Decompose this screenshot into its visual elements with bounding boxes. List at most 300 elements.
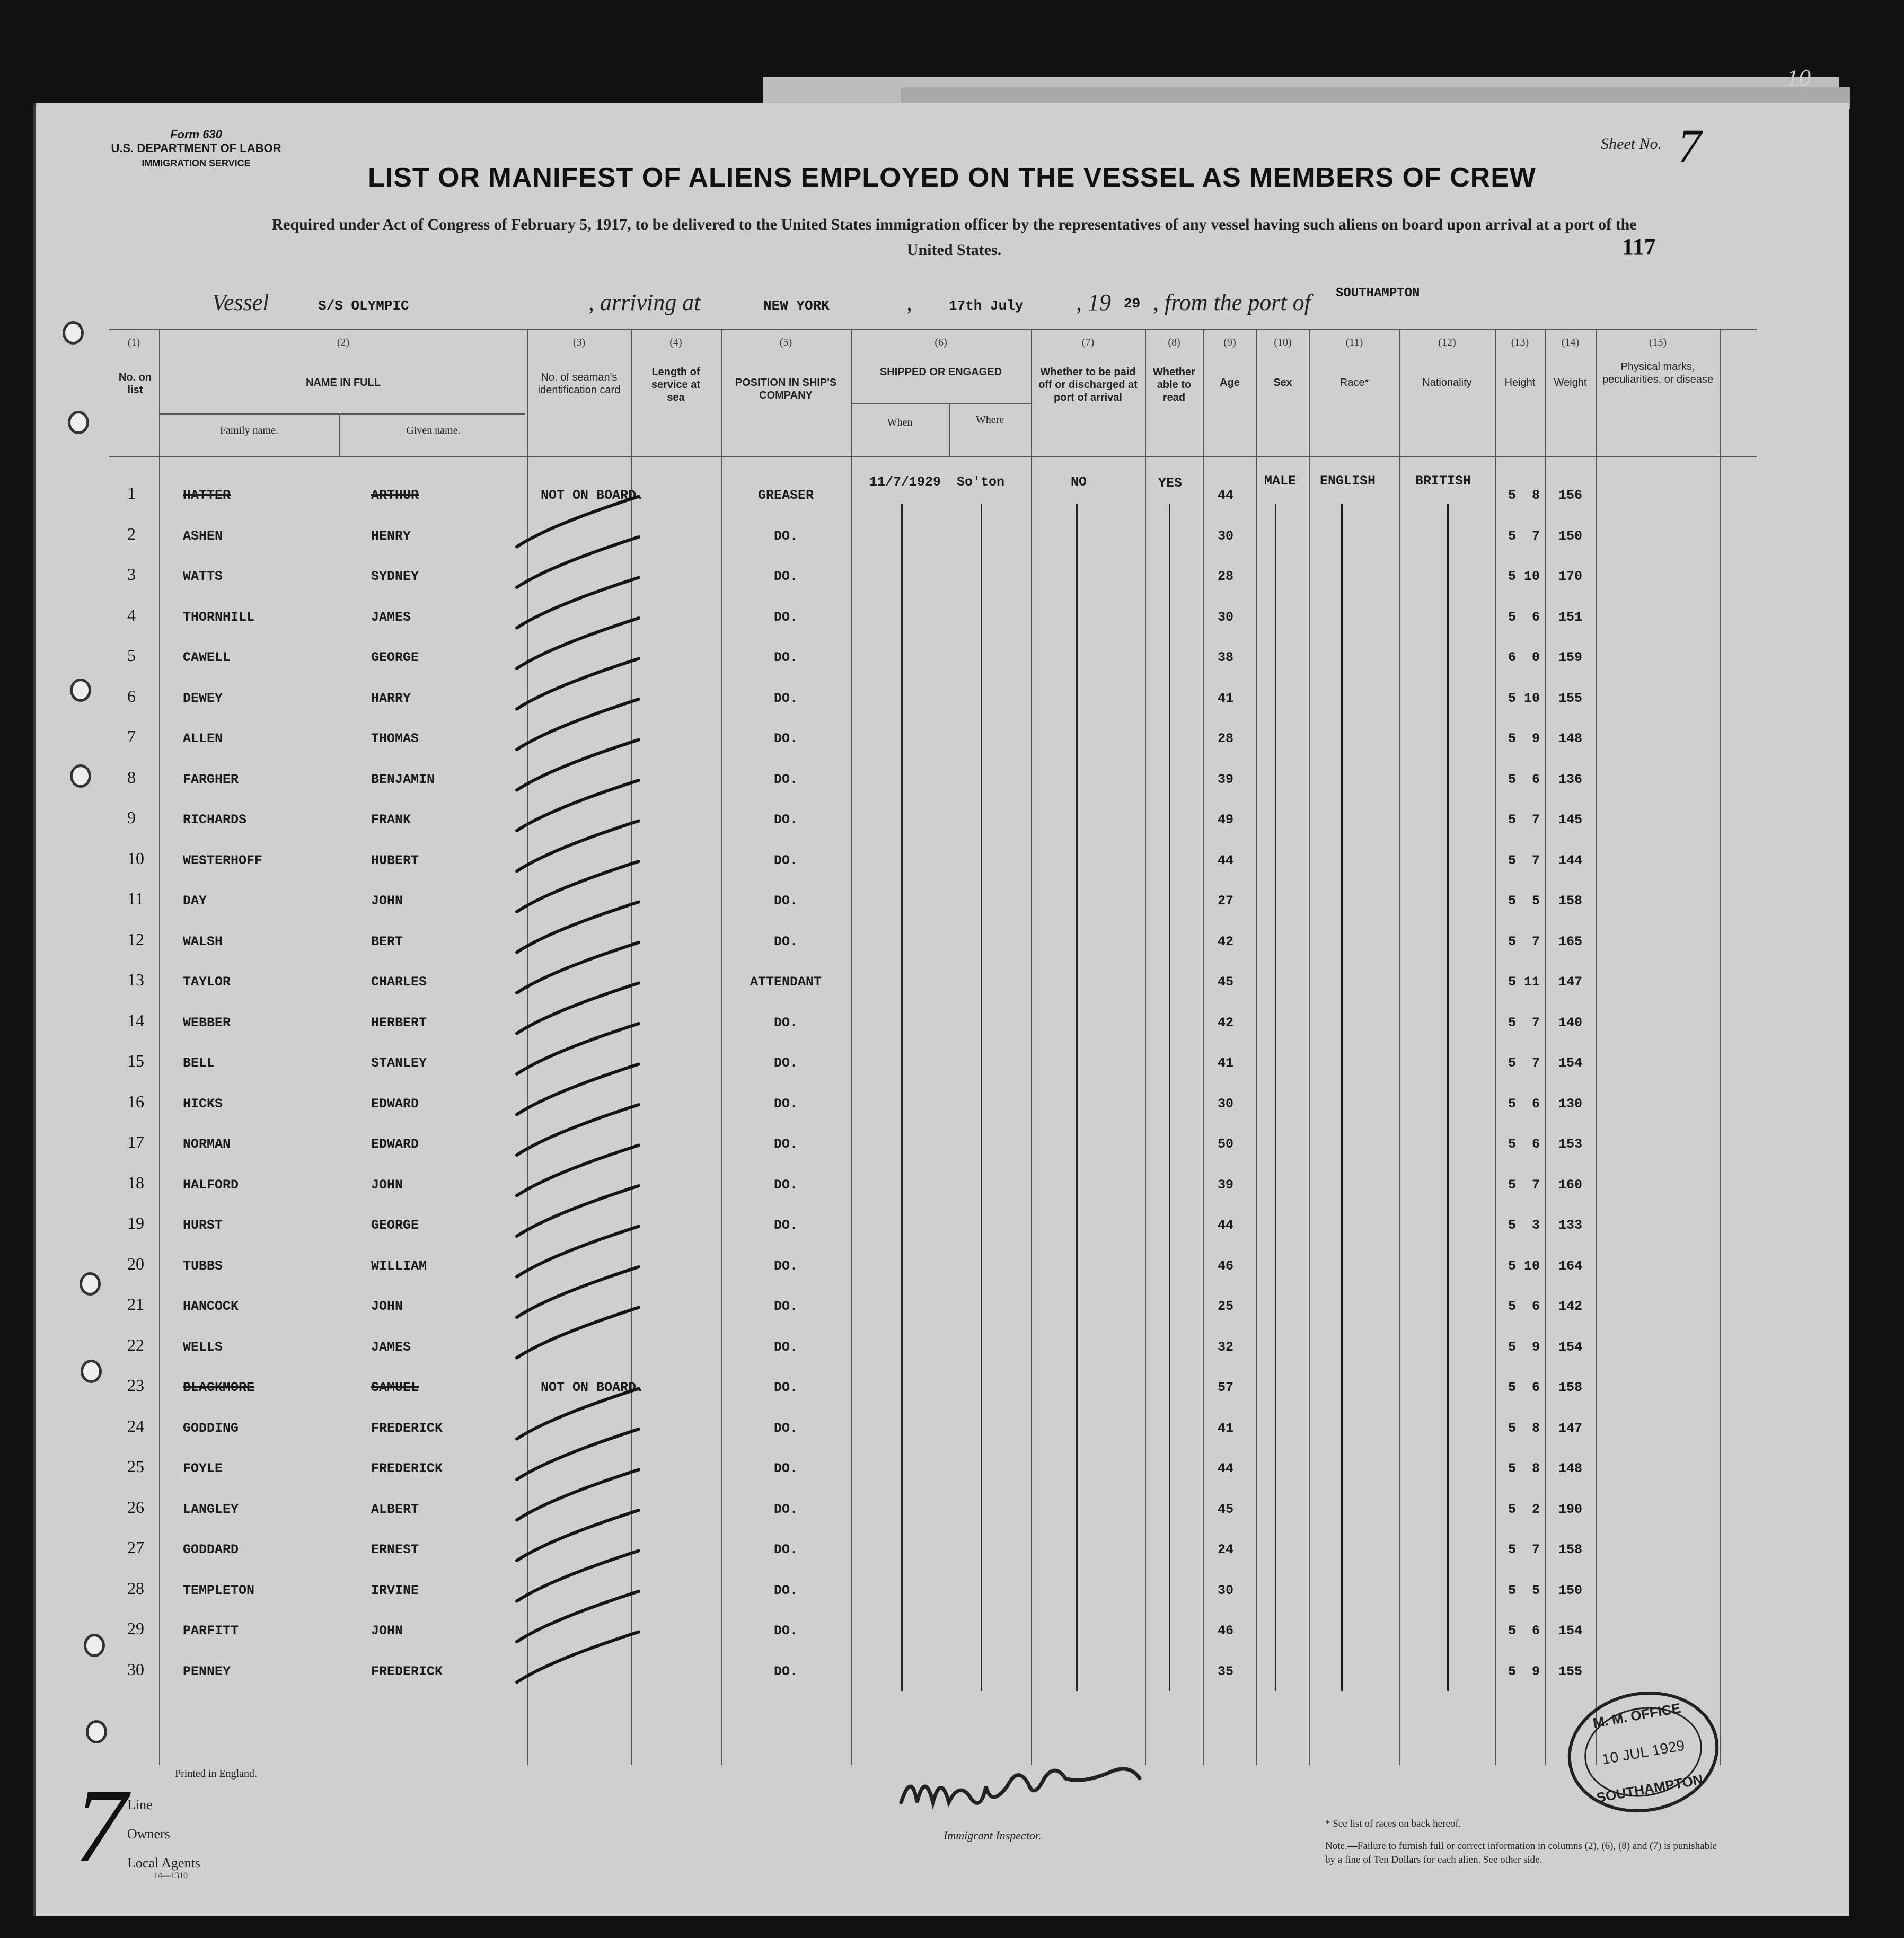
- age: 41: [1218, 690, 1234, 706]
- first-row-nationality: BRITISH: [1415, 473, 1471, 489]
- race-note: * See list of races on back hereof.: [1325, 1818, 1461, 1829]
- row-number: 21: [127, 1294, 144, 1314]
- col-num-3: (3): [572, 337, 586, 348]
- given-name: HERBERT: [371, 1015, 427, 1030]
- col-head-nationality: Nationality: [1422, 377, 1472, 389]
- col-num-13: (13): [1511, 337, 1529, 348]
- position: DO.: [773, 1461, 798, 1476]
- family-name: PARFITT: [183, 1623, 239, 1639]
- age: 44: [1218, 488, 1234, 503]
- punch-hole-icon: [84, 1634, 105, 1657]
- row-number: 25: [127, 1457, 144, 1476]
- col-num-6: (6): [935, 337, 947, 348]
- family-name: CAWELL: [183, 650, 231, 665]
- position: DO.: [773, 1137, 798, 1152]
- weight: 155: [1558, 690, 1583, 706]
- given-name: EDWARD: [371, 1096, 419, 1112]
- given-name: JOHN: [371, 1623, 403, 1639]
- family-name: GODDING: [183, 1420, 239, 1436]
- height: 5 6: [1508, 1299, 1540, 1314]
- age: 57: [1218, 1380, 1234, 1395]
- height: 5 10: [1508, 569, 1540, 584]
- family-name: LANGLEY: [183, 1501, 239, 1517]
- vessel-name: S/S OLYMPIC: [318, 298, 409, 314]
- position: DO.: [773, 1420, 798, 1436]
- age: 30: [1218, 528, 1234, 544]
- weight: 164: [1558, 1258, 1583, 1274]
- position: DO.: [773, 1055, 798, 1071]
- col-num-2: (2): [337, 337, 350, 348]
- age: 38: [1218, 650, 1234, 665]
- height: 5 3: [1508, 1218, 1540, 1233]
- height: 5 7: [1508, 852, 1540, 868]
- punch-hole-icon: [63, 321, 84, 345]
- age: 35: [1218, 1663, 1234, 1679]
- age: 32: [1218, 1339, 1234, 1355]
- punch-hole-icon: [70, 679, 91, 702]
- weight: 145: [1558, 812, 1583, 827]
- age: 44: [1218, 1461, 1234, 1476]
- given-name: JOHN: [371, 1177, 403, 1193]
- position: DO.: [773, 731, 798, 746]
- col-head-race: Race*: [1339, 377, 1369, 389]
- height: 5 11: [1508, 974, 1540, 990]
- col-num-5: (5): [779, 337, 792, 348]
- margin-mark: 7: [74, 1767, 127, 1884]
- col-num-7: (7): [1081, 337, 1095, 348]
- family-name: ALLEN: [183, 731, 223, 746]
- ditto-line: [1169, 504, 1170, 1691]
- ditto-line: [901, 504, 903, 1691]
- position: DO.: [773, 1339, 798, 1355]
- height: 5 7: [1508, 812, 1540, 827]
- family-name: TUBBS: [183, 1258, 223, 1274]
- height: 5 10: [1508, 690, 1540, 706]
- position: ATTENDANT: [750, 974, 822, 990]
- col-head-when: When: [887, 417, 913, 428]
- family-name: HALFORD: [183, 1177, 239, 1193]
- page-subtitle: Required under Act of Congress of February 5, 1917, to be delivered to the United States immigration officer by the representatives of any vessel having such aliens on board upon arrival at a port of the United States.: [271, 216, 1637, 259]
- height: 5 9: [1508, 1339, 1540, 1355]
- col-head-service: Length of service at sea: [651, 366, 701, 403]
- family-name: PENNEY: [183, 1663, 231, 1679]
- arriving-label: , arriving at: [588, 289, 701, 315]
- row-number: 7: [127, 727, 136, 746]
- age: 50: [1218, 1137, 1234, 1152]
- given-name: CHARLES: [371, 974, 427, 990]
- punch-hole-icon: [70, 764, 91, 788]
- given-name: JAMES: [371, 1339, 411, 1355]
- position: DO.: [773, 569, 798, 584]
- height: 5 5: [1508, 1582, 1540, 1598]
- col-head-where: Where: [975, 414, 1004, 426]
- form-number: Form 630: [170, 128, 222, 141]
- family-name: WELLS: [183, 1339, 223, 1355]
- from-port: SOUTHAMPTON: [1336, 286, 1420, 301]
- position: DO.: [773, 1623, 798, 1639]
- row-number: 23: [127, 1376, 144, 1395]
- row-number: 5: [127, 646, 136, 665]
- height: 5 6: [1508, 609, 1540, 625]
- weight: 159: [1558, 650, 1583, 665]
- given-name: HENRY: [371, 528, 411, 544]
- given-name: JOHN: [371, 893, 403, 909]
- position: DO.: [773, 1015, 798, 1030]
- family-name: TEMPLETON: [183, 1582, 255, 1598]
- weight: 165: [1558, 933, 1583, 949]
- ditto-line: [1341, 504, 1343, 1691]
- row-number: 16: [127, 1091, 144, 1111]
- family-name: RICHARDS: [183, 812, 247, 827]
- height: 5 7: [1508, 1015, 1540, 1030]
- punch-hole-icon: [81, 1360, 102, 1383]
- weight: 170: [1558, 569, 1583, 584]
- punch-hole-icon: [68, 411, 89, 434]
- col-num-4: (4): [669, 337, 682, 348]
- family-name: WEBBER: [183, 1015, 231, 1030]
- ditto-line: [1076, 504, 1078, 1691]
- col-head-paid: Whether to be paid off or discharged at port of arrival: [1038, 366, 1138, 403]
- height: 5 9: [1508, 1663, 1540, 1679]
- col-num-10: (10): [1274, 337, 1292, 348]
- age: 30: [1218, 1582, 1234, 1598]
- age: 44: [1218, 852, 1234, 868]
- row-number: 19: [127, 1213, 144, 1232]
- weight: 160: [1558, 1177, 1583, 1193]
- weight: 156: [1558, 488, 1583, 503]
- line-label: Line: [127, 1797, 153, 1812]
- ditto-line: [1275, 504, 1276, 1691]
- position: DO.: [773, 812, 798, 827]
- height: 5 8: [1508, 1420, 1540, 1436]
- page-title: LIST OR MANIFEST OF ALIENS EMPLOYED ON THE VESSEL AS MEMBERS OF CREW: [368, 162, 1536, 193]
- form-department: U.S. DEPARTMENT OF LABOR: [111, 142, 281, 155]
- col-head-family: Family name.: [220, 425, 278, 436]
- age: 30: [1218, 609, 1234, 625]
- row-number: 11: [127, 889, 144, 908]
- family-name: GODDARD: [183, 1542, 239, 1557]
- owners-label: Owners: [127, 1826, 170, 1842]
- first-row-read: YES: [1158, 475, 1183, 491]
- position: DO.: [773, 1663, 798, 1679]
- stamp-bottom-text: SOUTHAMPTON: [1595, 1771, 1704, 1806]
- family-name: WATTS: [183, 569, 223, 584]
- arrival-year: 29: [1124, 296, 1141, 312]
- weight: 130: [1558, 1096, 1583, 1112]
- inspector-signature: [891, 1760, 1166, 1829]
- col-head-card: No. of seaman's identification card: [537, 372, 621, 396]
- given-name: ARTHUR: [371, 488, 419, 503]
- office-stamp: [1554, 1673, 1733, 1831]
- penalty-note: Note.—Failure to furnish full or correct information in columns (2), (6), (8) and (7) is punishable by a fine of Ten Dollars for each alien. See other side.: [1325, 1840, 1717, 1865]
- height: 5 6: [1508, 1096, 1540, 1112]
- form-service: IMMIGRATION SERVICE: [142, 158, 251, 169]
- col-num-12: (12): [1438, 337, 1456, 348]
- vessel-label: Vessel: [212, 289, 269, 315]
- row-number: 15: [127, 1051, 144, 1070]
- printed-note: Printed in England.: [175, 1768, 257, 1780]
- punch-hole-icon: [86, 1720, 107, 1743]
- given-name: THOMAS: [371, 731, 419, 746]
- family-name: WESTERHOFF: [183, 852, 263, 868]
- card-number: NOT ON BOARD.: [541, 1380, 645, 1395]
- height: 5 8: [1508, 1461, 1540, 1476]
- age: 45: [1218, 1501, 1234, 1517]
- row-number: 28: [127, 1578, 144, 1598]
- row-number: 4: [127, 605, 136, 624]
- position: DO.: [773, 933, 798, 949]
- page-number: 117: [1622, 234, 1656, 260]
- ditto-line: [981, 504, 982, 1691]
- position: GREASER: [757, 488, 814, 503]
- age: 42: [1218, 1015, 1234, 1030]
- family-name: DAY: [183, 893, 207, 909]
- height: 5 2: [1508, 1501, 1540, 1517]
- weight: 150: [1558, 528, 1583, 544]
- weight: 158: [1558, 1380, 1583, 1395]
- stamp-top-text: M. M. OFFICE: [1591, 1699, 1682, 1731]
- col-head-height: Height: [1504, 377, 1536, 389]
- family-name: HICKS: [183, 1096, 223, 1112]
- col-head-marks: Physical marks, peculiarities, or disease: [1602, 361, 1713, 385]
- col-num-15: (15): [1649, 337, 1667, 348]
- family-name: WALSH: [183, 933, 223, 949]
- given-name: SAMUEL: [371, 1380, 419, 1395]
- given-name: FRANK: [371, 812, 411, 827]
- height: 5 10: [1508, 1258, 1540, 1274]
- height: 5 7: [1508, 1177, 1540, 1193]
- punch-hole-icon: [80, 1272, 101, 1296]
- first-row-paid: NO: [1071, 474, 1087, 490]
- family-name: ASHEN: [183, 528, 223, 544]
- given-name: WILLIAM: [371, 1258, 427, 1274]
- row-number: 6: [127, 686, 136, 706]
- given-name: SYDNEY: [371, 569, 419, 584]
- family-name: HANCOCK: [183, 1299, 239, 1314]
- arrival-port: NEW YORK: [763, 298, 830, 314]
- position: DO.: [773, 1177, 798, 1193]
- row-number: 26: [127, 1497, 144, 1517]
- family-name: HATTER: [183, 488, 231, 503]
- position: DO.: [773, 1096, 798, 1112]
- height: 5 6: [1508, 1623, 1540, 1639]
- weight: 148: [1558, 731, 1583, 746]
- year-prefix: , 19: [1076, 289, 1111, 315]
- weight: 147: [1558, 1420, 1583, 1436]
- position: DO.: [773, 1501, 798, 1517]
- height: 5 8: [1508, 488, 1540, 503]
- age: 49: [1218, 812, 1234, 827]
- weight: 190: [1558, 1501, 1583, 1517]
- age: 24: [1218, 1542, 1234, 1557]
- given-name: ALBERT: [371, 1501, 419, 1517]
- weight: 158: [1558, 1542, 1583, 1557]
- row-number: 14: [127, 1010, 144, 1030]
- inspector-label: Immigrant Inspector.: [944, 1829, 1042, 1842]
- age: 25: [1218, 1299, 1234, 1314]
- first-row-race: ENGLISH: [1320, 473, 1376, 489]
- stamp-date: 10 JUL 1929: [1600, 1737, 1686, 1768]
- position: DO.: [773, 1380, 798, 1395]
- row-number: 8: [127, 767, 136, 787]
- position: DO.: [773, 609, 798, 625]
- height: 5 6: [1508, 771, 1540, 787]
- weight: 142: [1558, 1299, 1583, 1314]
- weight: 148: [1558, 1461, 1583, 1476]
- sheet-number: 7: [1678, 120, 1702, 173]
- row-number: 30: [127, 1659, 144, 1679]
- age: 46: [1218, 1623, 1234, 1639]
- row-number: 3: [127, 565, 136, 584]
- weight: 153: [1558, 1137, 1583, 1152]
- arrival-date: 17th July: [949, 298, 1024, 314]
- col-head-name: NAME IN FULL: [305, 377, 381, 389]
- col-num-8: (8): [1168, 337, 1180, 348]
- given-name: STANLEY: [371, 1055, 427, 1071]
- first-row-when: 11/7/1929: [869, 474, 941, 490]
- height: 5 7: [1508, 933, 1540, 949]
- row-number: 27: [127, 1538, 144, 1557]
- age: 39: [1218, 771, 1234, 787]
- row-number: 17: [127, 1132, 144, 1151]
- agents-label: Local Agents: [127, 1855, 200, 1871]
- row-number: 2: [127, 524, 136, 543]
- given-name: GEORGE: [371, 650, 419, 665]
- weight: 140: [1558, 1015, 1583, 1030]
- family-name: HURST: [183, 1218, 223, 1233]
- given-name: ERNEST: [371, 1542, 419, 1557]
- col-num-14: (14): [1561, 337, 1580, 348]
- age: 42: [1218, 933, 1234, 949]
- family-name: BELL: [183, 1055, 215, 1071]
- family-name: THORNHILL: [183, 609, 255, 625]
- col-head-no: No. on list: [118, 372, 152, 396]
- given-name: IRVINE: [371, 1582, 419, 1598]
- family-name: DEWEY: [183, 690, 223, 706]
- weight: 154: [1558, 1339, 1583, 1355]
- weight: 154: [1558, 1055, 1583, 1071]
- col-head-sex: Sex: [1273, 377, 1292, 389]
- col-head-weight: Weight: [1554, 377, 1587, 389]
- row-number: 10: [127, 848, 144, 868]
- row-number: 22: [127, 1335, 144, 1354]
- age: 28: [1218, 731, 1234, 746]
- position: DO.: [773, 690, 798, 706]
- position: DO.: [773, 1218, 798, 1233]
- col-num-1: (1): [127, 337, 140, 348]
- row-number: 13: [127, 970, 144, 989]
- col-head-read: Whether able to read: [1153, 366, 1195, 403]
- from-port-label: , from the port of: [1153, 289, 1311, 315]
- row-number: 12: [127, 929, 144, 949]
- height: 5 7: [1508, 1542, 1540, 1557]
- age: 27: [1218, 893, 1234, 909]
- col-head-age: Age: [1220, 377, 1240, 389]
- family-name: TAYLOR: [183, 974, 231, 990]
- age: 41: [1218, 1420, 1234, 1436]
- weight: 151: [1558, 609, 1583, 625]
- position: DO.: [773, 650, 798, 665]
- given-name: BENJAMIN: [371, 771, 435, 787]
- given-name: HARRY: [371, 690, 411, 706]
- height: 5 6: [1508, 1137, 1540, 1152]
- weight: 155: [1558, 1663, 1583, 1679]
- family-name: FOYLE: [183, 1461, 223, 1476]
- row-number: 20: [127, 1254, 144, 1273]
- row-number: 9: [127, 808, 136, 827]
- position: DO.: [773, 1299, 798, 1314]
- given-name: HUBERT: [371, 852, 419, 868]
- height: 6 0: [1508, 650, 1540, 665]
- col-head-position: POSITION IN SHIP'S COMPANY: [735, 377, 837, 401]
- position: DO.: [773, 1258, 798, 1274]
- position: DO.: [773, 771, 798, 787]
- height: 5 7: [1508, 528, 1540, 544]
- given-name: BERT: [371, 933, 403, 949]
- weight: 133: [1558, 1218, 1583, 1233]
- weight: 147: [1558, 974, 1583, 990]
- weight: 144: [1558, 852, 1583, 868]
- age: 44: [1218, 1218, 1234, 1233]
- col-num-11: (11): [1345, 337, 1363, 348]
- given-name: GEORGE: [371, 1218, 419, 1233]
- position: DO.: [773, 1542, 798, 1557]
- given-name: FREDERICK: [371, 1461, 443, 1476]
- height: 5 5: [1508, 893, 1540, 909]
- col-num-9: (9): [1223, 337, 1236, 348]
- height: 5 7: [1508, 1055, 1540, 1071]
- ditto-line: [1447, 504, 1449, 1691]
- family-name: BLACKMORE: [183, 1380, 255, 1395]
- row-number: 29: [127, 1619, 144, 1638]
- sheet-label: Sheet No.: [1601, 135, 1662, 153]
- age: 39: [1218, 1177, 1234, 1193]
- row-number: 24: [127, 1416, 144, 1435]
- height: 5 6: [1508, 1380, 1540, 1395]
- weight: 136: [1558, 771, 1583, 787]
- form-code: 14—1310: [154, 1871, 188, 1880]
- age: 41: [1218, 1055, 1234, 1071]
- weight: 154: [1558, 1623, 1583, 1639]
- row-number: 18: [127, 1173, 144, 1192]
- position: DO.: [773, 528, 798, 544]
- given-name: FREDERICK: [371, 1663, 443, 1679]
- given-name: EDWARD: [371, 1137, 419, 1152]
- weight: 158: [1558, 893, 1583, 909]
- age: 28: [1218, 569, 1234, 584]
- given-name: JOHN: [371, 1299, 403, 1314]
- weight: 150: [1558, 1582, 1583, 1598]
- first-row-sex: MALE: [1264, 473, 1297, 489]
- col-head-shipped: SHIPPED OR ENGAGED: [879, 366, 1002, 378]
- corner-mark: 10: [1786, 64, 1811, 91]
- given-name: FREDERICK: [371, 1420, 443, 1436]
- age: 45: [1218, 974, 1234, 990]
- position: DO.: [773, 852, 798, 868]
- first-row-where: So'ton: [957, 474, 1005, 490]
- family-name: NORMAN: [183, 1137, 231, 1152]
- given-name: JAMES: [371, 609, 411, 625]
- card-number: NOT ON BOARD.: [541, 488, 645, 503]
- age: 46: [1218, 1258, 1234, 1274]
- family-name: FARGHER: [183, 771, 239, 787]
- position: DO.: [773, 1582, 798, 1598]
- height: 5 9: [1508, 731, 1540, 746]
- col-head-given: Given name.: [406, 425, 461, 436]
- position: DO.: [773, 893, 798, 909]
- age: 30: [1218, 1096, 1234, 1112]
- row-number: 1: [127, 483, 136, 503]
